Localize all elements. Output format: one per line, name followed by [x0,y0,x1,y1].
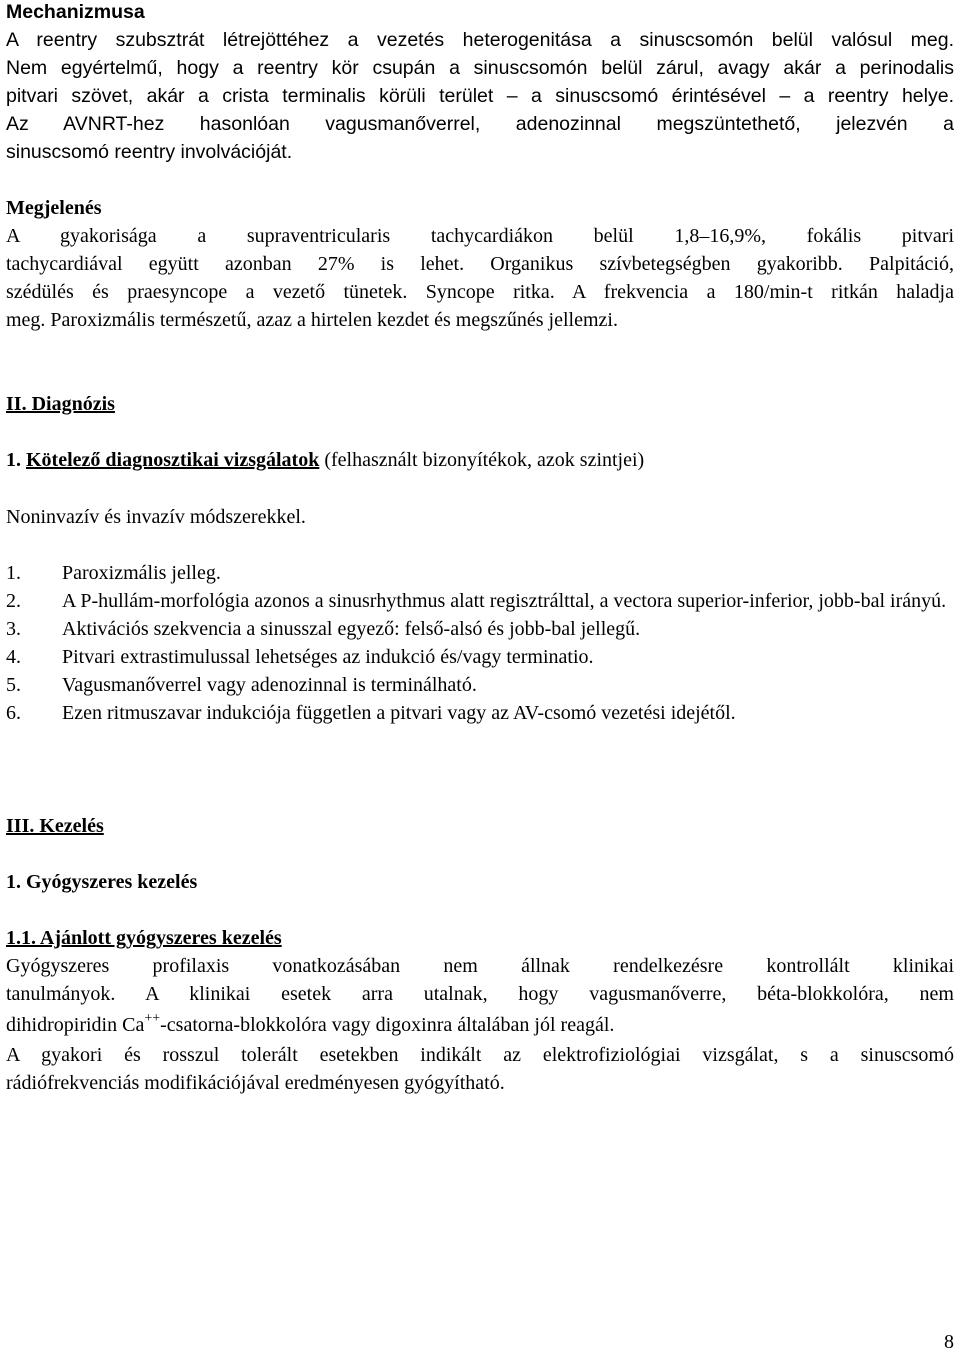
list-item [6,699,954,727]
list-item-text: Aktivációs szekvencia a sinusszal egyező: felső-alsó és jobb-bal jellegű. [62,618,641,640]
list-item-number: 1. [6,562,21,584]
diagnosis-subheading [6,446,954,474]
treatment-paragraph-1 [6,952,954,1042]
mechanism-line-2: Nem egyértelmű, hogy a reentry kör csupán a sinuscsomón belül zárul, avagy akár a perinodalis [6,57,954,79]
diagnosis-sub-number: 1. [6,449,21,471]
mechanism-line-3: pitvari szövet, akár a crista terminalis körüli terület – a sinuscsomó érintésével – a reentry helye. [6,85,954,107]
treatment-heading: III. Kezelés [6,815,104,837]
list-item-text: A P-hullám-morfológia azonos a sinusrhythmus alatt regisztrálttal, a vectora superior-inferior, jobb-bal irányú. [62,590,947,612]
page-number: 8 [944,1331,954,1353]
list-item-number: 6. [6,702,21,724]
treatment-p1-line-2: tanulmányok. A klinikai esetek arra utalnak, hogy vagusmanőverre, béta-blokkolóra, nem [6,983,954,1005]
mechanism-heading: Mechanizmusa [6,1,145,23]
mechanism-line-4: Az AVNRT-hez hasonlóan vagusmanőverrel, adenozinnal megszüntethető, jelezvén a [6,113,954,135]
list-item [6,587,954,615]
appearance-section [6,194,954,334]
list-item-number: 4. [6,646,21,668]
treatment-subheading-1: 1. Gyógyszeres kezelés [6,871,198,893]
diagnosis-list [6,559,954,727]
list-item-text: Vagusmanőverrel vagy adenozinnal is terminálható. [62,674,477,696]
treatment-subheading-1-1: 1.1. Ajánlott gyógyszeres kezelés [6,927,282,949]
treatment-paragraph-2 [6,1041,954,1097]
list-item-number: 3. [6,618,21,640]
treatment-p1-line-3-post: -csatorna-blokkolóra vagy digoxinra általában jól reagál. [160,1014,615,1036]
appearance-heading: Megjelenés [6,197,102,219]
calcium-charge-superscript: ++ [144,1011,161,1026]
list-item [6,559,954,587]
list-item [6,643,954,671]
diagnosis-heading: II. Diagnózis [6,393,115,415]
mechanism-line-5: sinuscsomó reentry involvációját. [6,141,293,163]
treatment-p2-line-1: A gyakori és rosszul tolerált esetekben indikált az elektrofiziológiai vizsgálat, s a sinuscsomó [6,1044,954,1066]
treatment-p1-line-3 [6,1008,954,1042]
appearance-line-3: szédülés és praesyncope a vezető tünetek. Syncope ritka. A frekvencia a 180/min-t ritkán haladja [6,281,954,303]
mechanism-line-1: A reentry szubsztrát létrejöttéhez a vezetés heterogenitása a sinuscsomón belül valósul meg. [6,29,954,51]
appearance-line-1: A gyakorisága a supraventricularis tachycardiákon belül 1,8–16,9%, fokális pitvari [6,225,954,247]
list-item-text: Ezen ritmuszavar indukciója független a pitvari vagy az AV-csomó vezetési idejétől. [62,702,736,724]
diagnosis-intro: Noninvazív és invazív módszerekkel. [6,506,306,528]
appearance-line-2: tachycardiával együtt azonban 27% is lehet. Organikus szívbetegségben gyakoribb. Palpitáció, [6,253,954,275]
list-item-number: 2. [6,590,21,612]
treatment-p1-line-1: Gyógyszeres profilaxis vonatkozásában nem állnak rendelkezésre kontrollált klinikai [6,955,954,977]
list-item-number: 5. [6,674,21,696]
list-item [6,615,954,643]
diagnosis-sub-rest: (felhasznált bizonyítékok, azok szintjei) [324,449,645,471]
treatment-p2-line-2: rádiófrekvenciás modifikációjával eredményesen gyógyítható. [6,1072,505,1094]
diagnosis-sub-bold: Kötelező diagnosztikai vizsgálatok [26,449,320,471]
treatment-p1-line-3-pre: dihidropiridin Ca [6,1014,145,1036]
mechanism-section [6,0,954,166]
appearance-line-4: meg. Paroxizmális természetű, azaz a hirtelen kezdet és megszűnés jellemzi. [6,309,618,331]
list-item-text: Pitvari extrastimulussal lehetséges az indukció és/vagy terminatio. [62,646,594,668]
list-item-text: Paroxizmális jelleg. [62,562,221,584]
list-item [6,671,954,699]
